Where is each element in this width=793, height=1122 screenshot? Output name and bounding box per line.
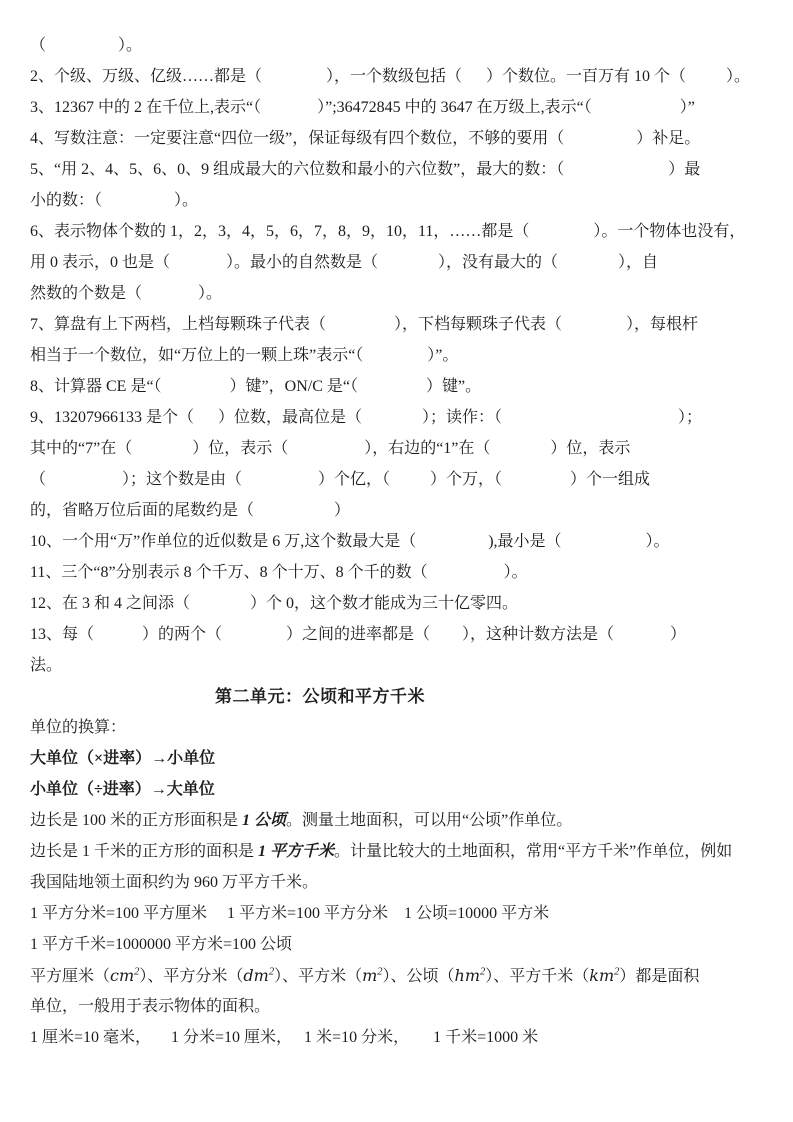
q8: 8、计算器 CE 是“（ ）键”，ON/C 是“（ ）键”。 bbox=[30, 378, 482, 395]
q13-continuation: 法。 bbox=[30, 657, 63, 674]
q2: 2、个级、万级、亿级……都是（ ），一个数级包括（ ）个数位。一百万有 10 个（ ）。 bbox=[30, 68, 751, 85]
length-conversions: 1 厘米=10 毫米， 1 分米=10 厘米， 1 米=10 分米， 1 千米=1000 米 bbox=[30, 1029, 539, 1046]
q9-continuation-2: （ ）；这个数是由（ ）个亿，（ ）个万，（ ）个一组成 bbox=[30, 471, 651, 488]
unit1-number-knowledge-questions bbox=[30, 30, 767, 681]
q10: 10、一个用“万”作单位的近似数是 6 万,这个数最大是（ ),最小是（ ）。 bbox=[30, 533, 670, 550]
q7-continuation: 相当于一个数位，如“万位上的一颗上珠”表示“（ ）”。 bbox=[30, 347, 459, 364]
q12: 12、在 3 和 4 之间添（ ）个 0，这个数才能成为三十亿零四。 bbox=[30, 595, 519, 612]
area-unit-symbols-continuation: 单位，一般用于表示物体的面积。 bbox=[30, 998, 271, 1015]
q4: 4、写数注意：一定要注意“四位一级”，保证每级有四个数位，不够的要用（ ）补足。 bbox=[30, 130, 701, 147]
hectare-definition: 边长是 100 米的正方形面积是 1 公顷。测量土地面积，可以用“公顷”作单位。 bbox=[30, 812, 573, 829]
section2-title: 第二单元：公顷和平方千米 bbox=[215, 687, 425, 706]
area-conversion-1: 1 平方分米=100 平方厘米 1 平方米=100 平方分米 1 公顷=10000 平方米 bbox=[30, 905, 550, 922]
unit-conversion-label: 单位的换算： bbox=[30, 719, 127, 736]
rule-small-to-big: 小单位（÷进率）→大单位 bbox=[30, 781, 215, 798]
q5-continuation: 小的数：（ ）。 bbox=[30, 192, 199, 209]
q6-continuation-1: 用 0 表示，0 也是（ ）。最小的自然数是（ ），没有最大的（ ），自 bbox=[30, 254, 659, 271]
rule-big-to-small: 大单位（×进率）→小单位 bbox=[30, 750, 216, 767]
q6-continuation-2: 然数的个数是（ ）。 bbox=[30, 285, 223, 302]
q9: 9、13207966133 是个（ ）位数，最高位是（ ）；读作：（ ）； bbox=[30, 409, 703, 426]
unit2-hectare-and-square-kilometer bbox=[30, 681, 767, 1053]
document-body bbox=[30, 30, 767, 1053]
q6: 6、表示物体个数的 1，2，3，4，5，6，7，8，9，10，11，……都是（ ）。一个物体也没有， bbox=[30, 223, 746, 240]
q7: 7、算盘有上下两档，上档每颗珠子代表（ ），下档每颗珠子代表（ ），每根杆 bbox=[30, 316, 699, 333]
q1-continuation: （ ）。 bbox=[30, 37, 143, 54]
q9-continuation-3: 的，省略万位后面的尾数约是（ ） bbox=[30, 502, 351, 519]
q13: 13、每（ ）的两个（ ）之间的进率都是（ ），这种计数方法是（ ） bbox=[30, 626, 687, 643]
area-unit-symbols: 平方厘米$(cm^2)$、平方分米$(dm^2)$、平方米$(m^2)$、公顷$(hm^2)$、平方千米$(km^2)$都是面积 bbox=[30, 966, 700, 985]
q3: 3、12367 中的 2 在千位上,表示“（ ）”;36472845 中的 3647 在万级上,表示“（ ）” bbox=[30, 99, 695, 116]
q11: 11、三个“8”分别表示 8 个千万、8 个十万、8 个千的数（ ）。 bbox=[30, 564, 528, 581]
q5: 5、“用 2、4、5、6、0、9 组成最大的六位数和最小的六位数”，最大的数：（ ）最 bbox=[30, 161, 701, 178]
area-conversion-2: 1 平方千米=1000000 平方米=100 公顷 bbox=[30, 936, 293, 953]
sqkm-definition-continuation: 我国陆地领土面积约为 960 万平方千米。 bbox=[30, 874, 319, 891]
q9-continuation-1: 其中的“7”在（ ）位，表示（ ），右边的“1”在（ ）位，表示 bbox=[30, 440, 631, 457]
sqkm-definition: 边长是 1 千米的正方形的面积是 1 平方千米。计量比较大的土地面积，常用“平方千米”作单位，例如 bbox=[30, 843, 733, 860]
